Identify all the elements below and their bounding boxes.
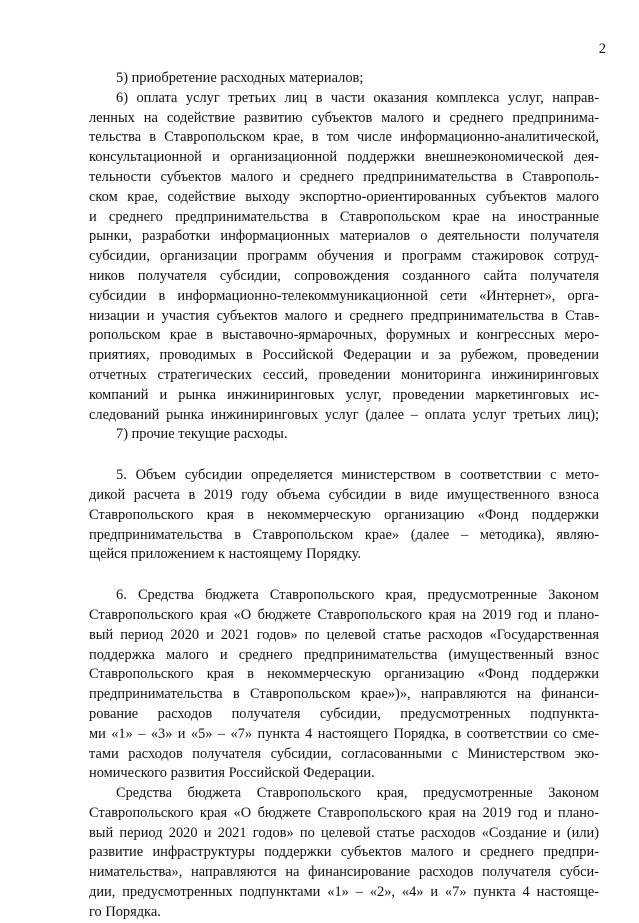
- text-line: вый период 2020 и 2021 годов» по целевой статье расходов «Создание и (или): [89, 824, 599, 841]
- text-line: Ставропольского края «О бюджете Ставропольского края на 2019 год и плано-: [89, 804, 599, 821]
- paragraph: [89, 89, 599, 426]
- text-line: рынки, разработки информационных материалов о деятельности получателя: [89, 228, 599, 245]
- text-line: рование расходов получателя субсидии, предусмотренных подпункта-: [89, 705, 599, 722]
- text-line: ми «1» – «3» и «5» – «7» пункта 4 настоящего Порядка, в соответствии со сме-: [89, 725, 599, 742]
- text-line: низации и участия субъектов малого и среднего предпринимательства в Став-: [89, 307, 599, 324]
- text-line: ленных на содействие развитию субъектов малого и среднего предпринима-: [89, 109, 599, 126]
- text-line: предпринимательства в Ставропольском крае» (далее – методика), являю-: [89, 526, 599, 543]
- text-line: Ставропольского края «О бюджете Ставропольского края на 2019 год и плано-: [89, 606, 599, 623]
- text-line: Средства бюджета Ставропольского края, предусмотренные Законом: [116, 785, 599, 802]
- text-line: го Порядка.: [89, 903, 161, 920]
- text-line: 7) прочие текущие расходы.: [116, 426, 288, 443]
- text-line: консультационной и организационной поддержки внешнеэкономической дея-: [89, 149, 599, 166]
- text-line: вый период 2020 и 2021 годов» по целевой статье расходов «Государственная: [89, 626, 599, 643]
- text-line: ропольском крае в выставочно-ярмарочных, форумных и конгрессных меро-: [89, 327, 599, 344]
- text-line: предпринимательства в Ставропольском крае»)», направляются на финанси-: [89, 686, 599, 703]
- text-line: 6) оплата услуг третьих лиц в части оказания комплекса услуг, направ-: [116, 89, 599, 106]
- text-line: нимательства», направляются на финансирование расходов получателя субси-: [89, 864, 599, 881]
- text-line: щейся приложением к настоящему Порядку.: [89, 546, 361, 563]
- paragraph-spacer: [89, 565, 599, 586]
- text-line: Ставропольского края в некоммерческую организацию «Фонд поддержки: [89, 666, 599, 683]
- document-body: [89, 69, 599, 923]
- text-line: и среднего предпринимательства в Ставропольском крае на иностранные: [89, 208, 599, 225]
- text-line: тельства в Ставропольском крае, в том числе информационно-аналитической,: [89, 129, 599, 146]
- text-line: 5. Объем субсидии определяется министерством в соответствии с мето-: [116, 467, 599, 484]
- text-line: следований рынка инжиниринговых услуг (далее – оплата услуг третьих лиц);: [89, 406, 599, 423]
- text-line: компаний и рынка инжиниринговых услуг, проведении маркетинговых ис-: [89, 386, 599, 403]
- text-line: поддержка малого и среднего предпринимательства (имущественный взнос: [89, 646, 599, 663]
- paragraph-spacer: [89, 445, 599, 466]
- text-line: приятиях, проводимых в Российской Федерации и за рубежом, проведении: [89, 347, 599, 364]
- paragraph: [89, 69, 599, 89]
- text-line: Ставропольского края в некоммерческую организацию «Фонд поддержки: [89, 506, 599, 523]
- paragraph: [89, 425, 599, 445]
- text-line: субсидии в информационно-телекоммуникационной сети «Интернет», орга-: [89, 287, 599, 304]
- text-line: дикой расчета в 2019 году объема субсидии в виде имущественного взноса: [89, 486, 599, 503]
- text-line: отчетных стратегических сессий, проведении мониторинга инжиниринговых: [89, 366, 599, 383]
- text-line: ском крае, содействие выходу экспортно-ориентированных субъектов малого: [89, 188, 599, 205]
- text-line: 5) приобретение расходных материалов;: [116, 70, 364, 86]
- text-line: 6. Средства бюджета Ставропольского края, предусмотренные Законом: [116, 587, 599, 604]
- text-line: развитие инфраструктуры поддержки субъектов малого и среднего предпри-: [89, 844, 599, 861]
- text-line: дии, предусмотренных подпунктами «1» – «2», «4» и «7» пункта 4 настояще-: [89, 884, 599, 901]
- text-line: тельности субъектов малого и среднего предпринимательства в Ставрополь-: [89, 168, 599, 185]
- paragraph: [89, 784, 599, 923]
- text-line: тами расходов получателя субсидии, согласованными с Министерством эко-: [89, 745, 599, 762]
- paragraph: [89, 466, 599, 565]
- text-line: субсидии, организации программ обучения и программ стажировок сотруд-: [89, 248, 599, 265]
- page-number: 2: [598, 41, 606, 57]
- text-line: ников получателя субсидии, сопровождения созданного сайта получателя: [89, 267, 599, 284]
- paragraph: [89, 586, 599, 784]
- text-line: номического развития Российской Федерации.: [89, 765, 375, 782]
